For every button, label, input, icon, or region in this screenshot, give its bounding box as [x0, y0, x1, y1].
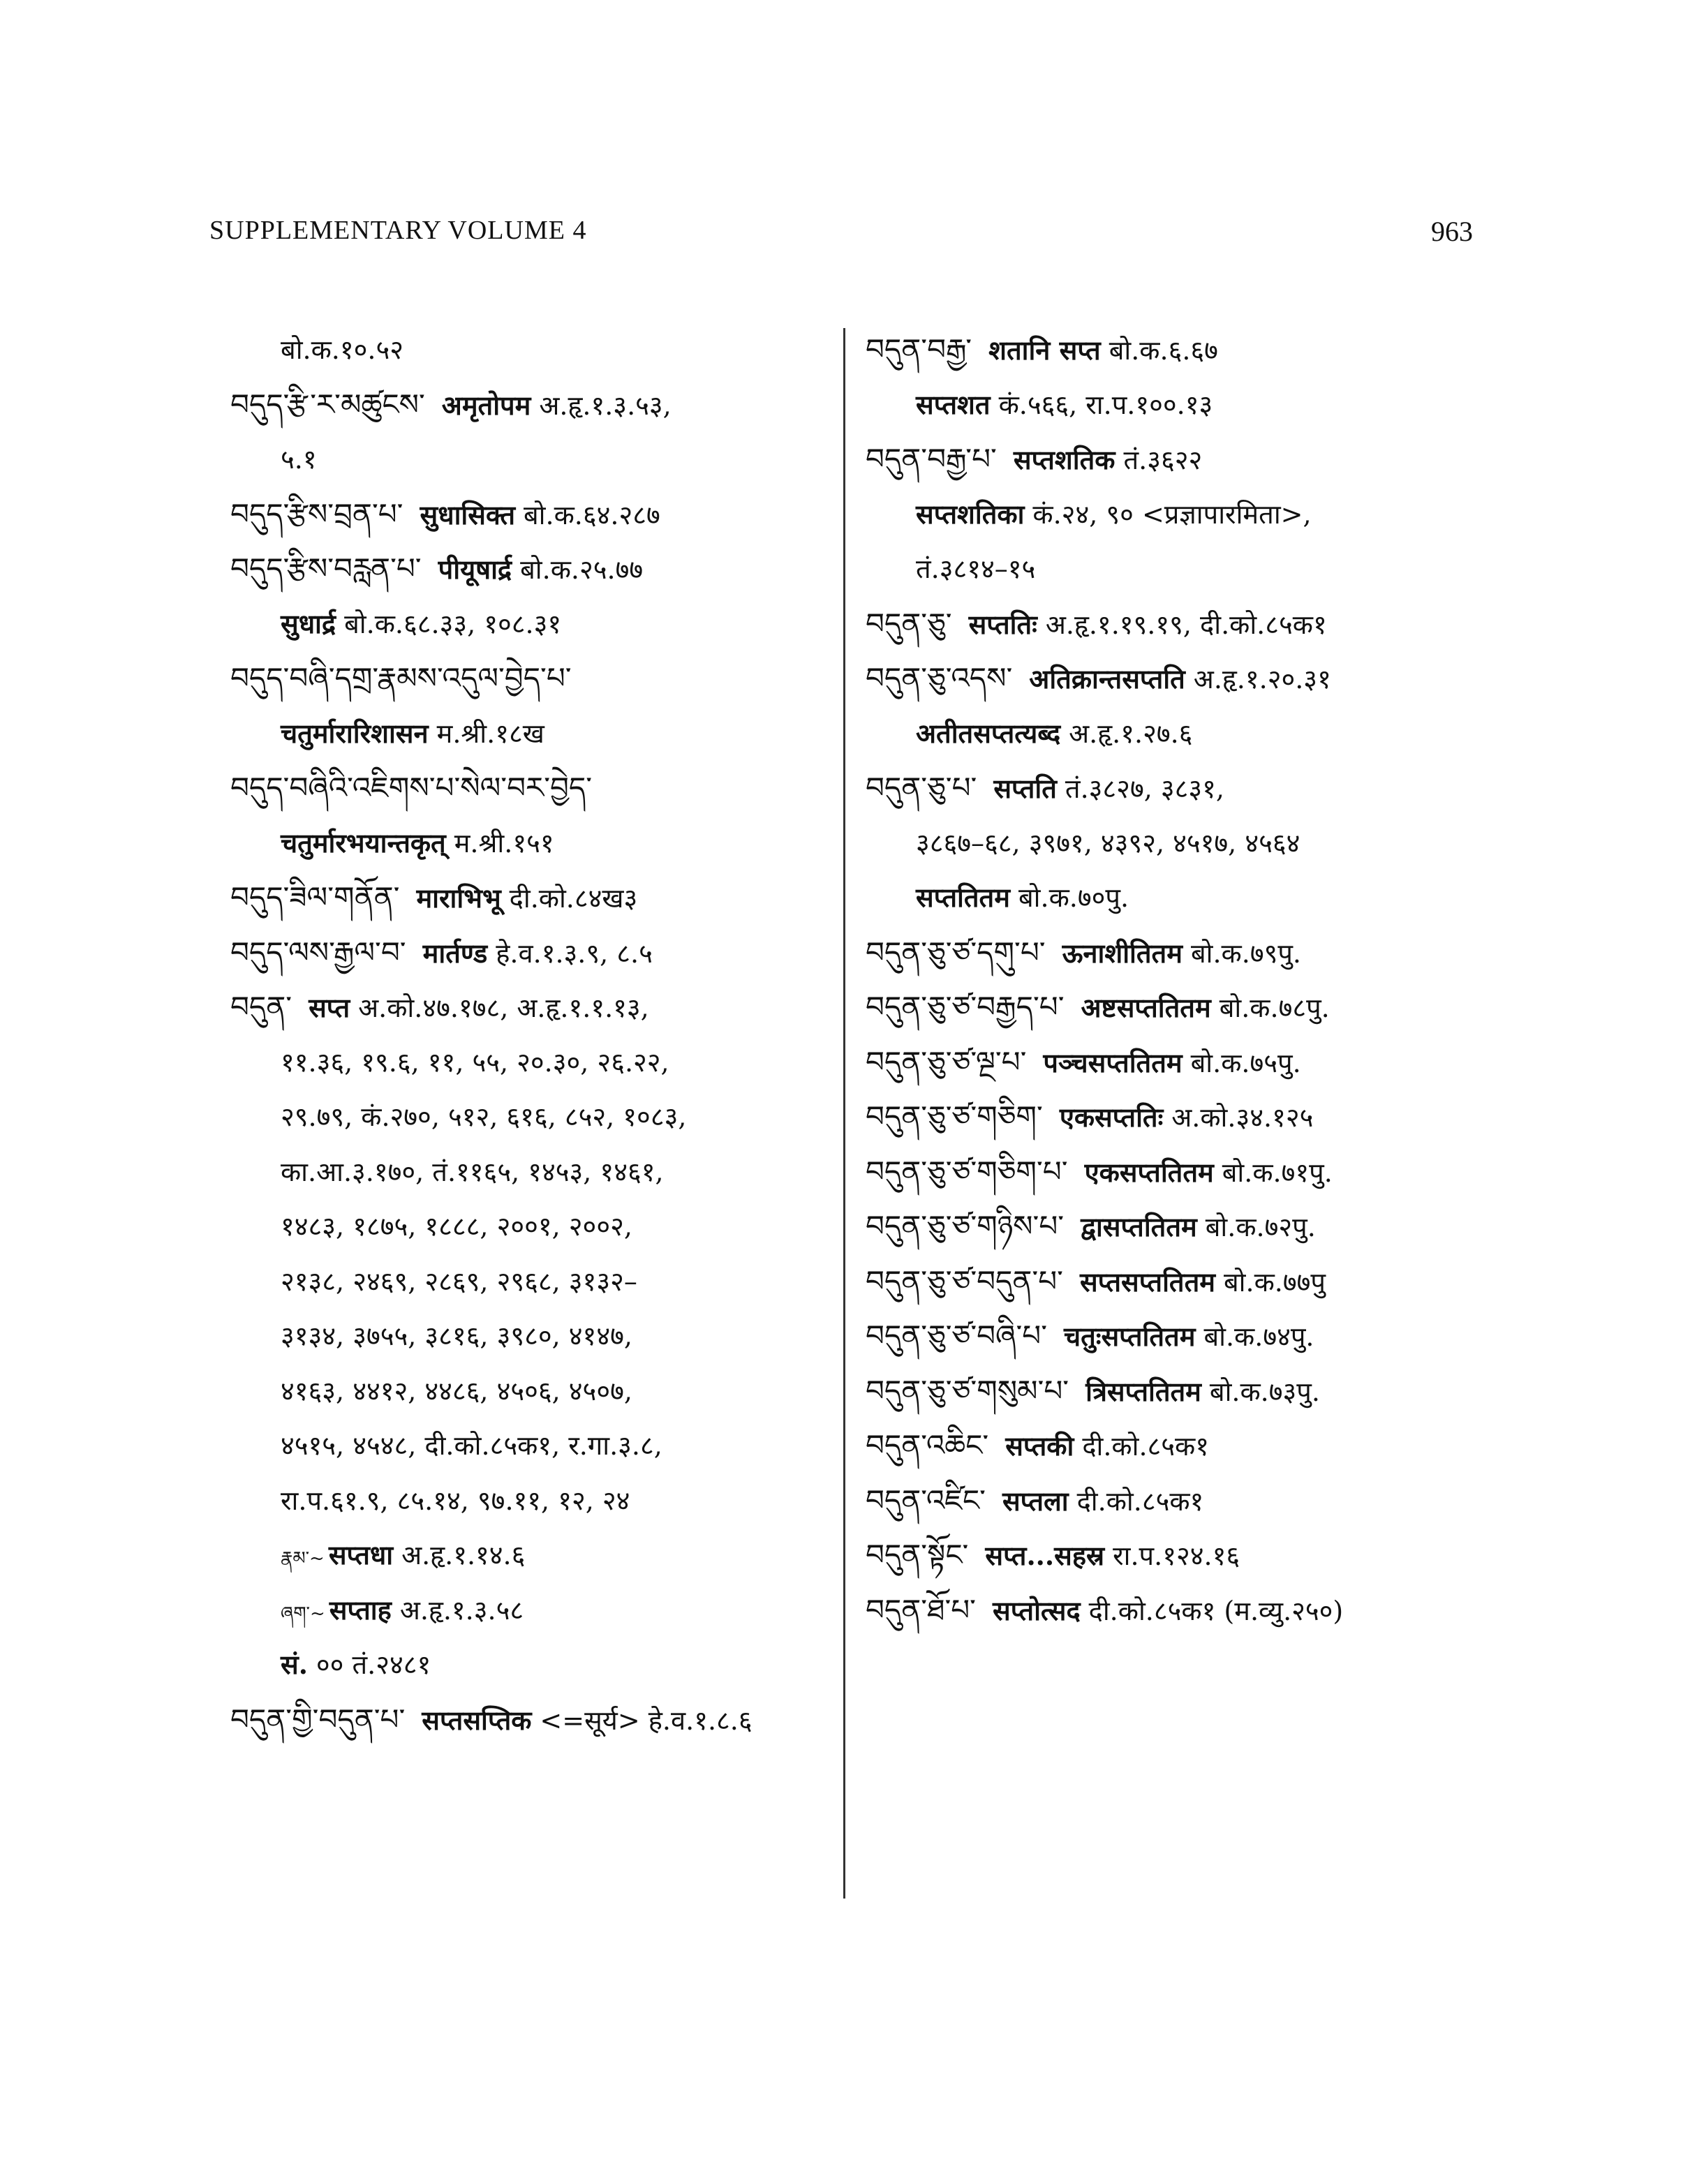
- sanskrit-equivalent: अतीतसप्तत्यब्द: [916, 717, 1061, 749]
- column-divider: [843, 328, 845, 1899]
- entry-headword-line: [230, 378, 831, 433]
- sanskrit-equivalent: एकसप्ततिः: [1059, 1101, 1164, 1133]
- source-reference: म.श्री.१५१: [454, 827, 554, 859]
- sanskrit-equivalent: त्रिसप्ततितम: [1085, 1375, 1201, 1407]
- sanskrit-equivalent: सप्त...सहस्र: [985, 1540, 1105, 1571]
- tibetan-term: བདུན་ཅུ་ཙ་བརྒྱད་པ་: [866, 990, 1065, 1024]
- source-reference: म.श्री.१८ख: [436, 718, 544, 749]
- sanskrit-equivalent: सप्त: [309, 992, 350, 1023]
- entry-headword-line: [230, 980, 831, 1035]
- source-reference: अ.हृ.१.२०.३१: [1193, 664, 1331, 694]
- source-reference: बो.क.७०पु.: [1018, 882, 1129, 913]
- source-reference: तं.३८२७, ३८३१,: [1065, 773, 1224, 804]
- tibetan-term: བདུད་ལས་རྒྱལ་བ་: [230, 935, 406, 970]
- tibetan-term: བདུད་རྩིས་བརླན་པ་: [230, 551, 422, 586]
- sanskrit-equivalent: अतिक्रान्तसप्तति: [1029, 663, 1185, 694]
- source-reference: बो.क.१०.५२: [281, 334, 404, 365]
- source-reference: ११.३६, १९.६, ११, ५५, २०.३०, २६.२२,: [281, 1046, 669, 1078]
- sanskrit-equivalent: एकसप्ततितम: [1084, 1156, 1214, 1188]
- entry-continuation-line: [230, 597, 831, 652]
- tibetan-term: བདུན་ཅུ་ཙ་གཅིག་: [866, 1099, 1043, 1134]
- entry-continuation-line: [230, 1583, 831, 1638]
- source-reference: २९.७९, कं.२७०, ५१२, ६१६, ८५२, १०८३,: [281, 1101, 687, 1132]
- entry-headword-line: [866, 1254, 1487, 1309]
- right-column: [866, 322, 1487, 1637]
- source-reference: अ.हृ.१.३.५३,: [539, 389, 672, 421]
- sanskrit-equivalent: सुधासिक्त: [420, 498, 515, 530]
- entry-headword-line: [230, 487, 831, 542]
- source-reference: बो.क.६८.३३, १०८.३१: [344, 608, 562, 639]
- entry-continuation-line: [866, 706, 1487, 762]
- tibetan-term: བདུན་ཅུ་འདས་: [866, 661, 1013, 695]
- tibetan-term: བདུན་ཅུ་པ་: [866, 771, 977, 805]
- source-reference: बो.क.७१पु.: [1222, 1157, 1333, 1188]
- entry-headword-line: [230, 870, 831, 926]
- sanskrit-equivalent: शतानि सप्त: [988, 334, 1101, 366]
- source-reference: बो.क.७८पु.: [1219, 993, 1330, 1023]
- entry-headword-line: [866, 651, 1487, 706]
- entry-continuation-line: [230, 1528, 831, 1583]
- entry-headword-line: [866, 1528, 1487, 1583]
- entry-headword-line: [866, 322, 1487, 378]
- source-reference: बो.क.७२पु.: [1205, 1212, 1316, 1242]
- tibetan-term: བདུད་རྩི་ར་མཚུངས་: [230, 387, 425, 422]
- source-reference: रा.प.१२४.१६: [1113, 1540, 1240, 1571]
- tibetan-term: བདུན་ཅུ་ཙ་གཅིག་པ་: [866, 1154, 1068, 1189]
- entry-headword-line: [230, 926, 831, 981]
- entry-headword-line: [866, 432, 1487, 487]
- entry-continuation-line: [230, 432, 831, 487]
- source-reference: <=सूर्य> हे.व.१.८.६: [540, 1704, 753, 1736]
- source-reference: दी.को.८५क१: [1076, 1485, 1204, 1517]
- sanskrit-equivalent: सुधार्द्र: [281, 607, 336, 639]
- tibetan-term: བདུན་ཅུ་: [866, 606, 952, 641]
- sanskrit-equivalent: मार्तण्ड: [422, 937, 488, 969]
- tibetan-term: བདུན་ཅུ་ཙ་གསུམ་པ་: [866, 1373, 1069, 1408]
- tibetan-term: བདུད་བཞི་དགྲ་རྣམས་འདུལ་བྱེད་པ་: [230, 661, 572, 695]
- entry-continuation-line: [230, 1418, 831, 1473]
- entry-continuation-line: [230, 1199, 831, 1254]
- source-reference: बो.क.७९पु.: [1190, 937, 1302, 969]
- sanskrit-equivalent: सप्तला: [1002, 1485, 1069, 1517]
- sanskrit-equivalent: सं.: [281, 1649, 308, 1680]
- tibetan-term: བདུན་འཛིང་: [866, 1483, 986, 1517]
- source-reference: बो.क.६४.२८७: [523, 499, 660, 530]
- tibetan-term: བདུན་བརྒྱ་: [866, 332, 972, 366]
- source-reference: २१३८, २४६९, २८६९, २९६८, ३१३२–: [281, 1265, 637, 1297]
- entry-headword-line: [866, 926, 1487, 981]
- sanskrit-equivalent: अमृतोपम: [441, 389, 531, 421]
- entry-headword-line: [866, 1309, 1487, 1364]
- source-reference: दी.को.८५क१ (म.व्यु.२५०): [1088, 1595, 1344, 1626]
- entry-headword-line: [866, 1364, 1487, 1419]
- source-reference: ३८६७–६८, ३९७१, ४३९२, ४५१७, ४५६४: [916, 827, 1300, 859]
- entry-headword-line: [866, 597, 1487, 652]
- source-reference: कं.२४, ९० <प्रज्ञापारमिता>,: [1032, 498, 1312, 530]
- source-reference: अ.हृ.१.१९.१९, दी.को.८५क१: [1045, 609, 1327, 640]
- tibetan-term: བདུད་རྩིས་བྲན་པ་: [230, 496, 403, 531]
- source-reference: तं.३८१४–१५: [916, 554, 1036, 584]
- entry-headword-line: [866, 1145, 1487, 1200]
- sanskrit-equivalent: सप्तशत: [916, 388, 991, 420]
- tibetan-term: བདུན་སྟོང་: [866, 1538, 969, 1572]
- tibetan-term: རྣམ་~: [281, 1548, 325, 1569]
- tibetan-term: ཞག་~: [281, 1603, 325, 1624]
- sanskrit-equivalent: पीयूषार्द्र: [438, 554, 512, 585]
- entry-headword-line: [866, 761, 1487, 816]
- sanskrit-equivalent: सप्तोत्सद: [993, 1594, 1081, 1626]
- entry-headword-line: [230, 542, 831, 597]
- entry-headword-line: [866, 1473, 1487, 1529]
- tibetan-term: བདུན་ཅུ་ཙ་ལྔ་པ་: [866, 1044, 1027, 1079]
- entry-headword-line: [230, 651, 831, 706]
- entry-continuation-line: [230, 706, 831, 762]
- entry-continuation-line: [866, 542, 1487, 597]
- tibetan-term: བདུད་ཟིལ་གནོན་: [230, 880, 400, 914]
- sanskrit-equivalent: सप्तकी: [1005, 1430, 1074, 1462]
- running-header: SUPPLEMENTARY VOLUME 4: [209, 216, 587, 245]
- source-reference: बो.क.२५.७७: [520, 554, 644, 585]
- sanskrit-equivalent: चतुर्मारभयान्तकृत्: [281, 826, 446, 859]
- source-reference: ४५१५, ४५४८, दी.को.८५क१, र.गा.३.८,: [281, 1430, 662, 1461]
- tibetan-term: བདུན་བརྒྱ་པ་: [866, 442, 997, 476]
- tibetan-term: བདུད་བཞིའི་འཇིགས་པ་སེལ་བར་བྱེད་: [230, 771, 593, 805]
- source-reference: रा.प.६१.९, ८५.१४, ९७.११, १२, २४: [281, 1485, 630, 1516]
- sanskrit-equivalent: अष्टसप्ततितम: [1081, 992, 1211, 1023]
- source-reference: तं.३६२२: [1123, 445, 1203, 475]
- tibetan-term: བདུན་ཐོ་པ་: [866, 1592, 977, 1627]
- sanskrit-equivalent: सप्तसप्तिक: [422, 1704, 532, 1736]
- entry-headword-line: [866, 1199, 1487, 1254]
- entry-continuation-line: [230, 1090, 831, 1145]
- entry-continuation-line: [230, 816, 831, 871]
- source-reference: का.आ.३.१७०, तं.११६५, १४५३, १४६१,: [281, 1156, 664, 1187]
- source-reference: बो.क.७३पु.: [1209, 1376, 1320, 1407]
- source-reference: कं.५६६, रा.प.१००.१३: [998, 389, 1213, 420]
- source-reference: ४१६३, ४४१२, ४४८६, ४५०६, ४५०७,: [281, 1375, 632, 1406]
- source-reference: अ.हृ.१.३.५८: [399, 1594, 524, 1626]
- entry-continuation-line: [230, 322, 831, 378]
- entry-headword-line: [230, 761, 831, 816]
- tibetan-term: བདུན་ཅུ་ཙ་གཉིས་པ་: [866, 1209, 1065, 1243]
- entry-headword-line: [866, 1418, 1487, 1473]
- source-reference: ३१३४, ३७५५, ३८१६, ३९८०, ४१४७,: [281, 1321, 632, 1351]
- sanskrit-equivalent: सप्ततितम: [916, 882, 1010, 913]
- sanskrit-equivalent: सप्तति: [993, 773, 1057, 804]
- tibetan-term: བདུན་གྱི་བདུན་པ་: [230, 1702, 406, 1737]
- source-reference: १४८३, १८७५, १८८८, २००१, २००२,: [281, 1211, 632, 1242]
- sanskrit-equivalent: द्वासप्ततितम: [1081, 1211, 1197, 1242]
- tibetan-term: བདུན་: [230, 990, 292, 1024]
- entry-headword-line: [866, 1090, 1487, 1145]
- source-reference: बो.क.७७पु: [1223, 1266, 1326, 1298]
- entry-continuation-line: [230, 1254, 831, 1309]
- tibetan-term: བདུན་ཅུ་ཙ་བཞི་པ་: [866, 1318, 1048, 1353]
- sanskrit-equivalent: माराभिभू: [416, 882, 501, 914]
- left-column: [230, 322, 831, 1747]
- entry-headword-line: [866, 980, 1487, 1035]
- entry-continuation-line: [866, 870, 1487, 926]
- source-reference: अ.को.३४.१२५: [1171, 1102, 1314, 1133]
- sanskrit-equivalent: सप्तशतिका: [916, 498, 1025, 530]
- source-reference: बो.क.७५पु.: [1190, 1047, 1301, 1078]
- source-reference: अ.हृ.१.१४.६: [401, 1540, 526, 1570]
- tibetan-term: བདུན་འཆིང་: [866, 1428, 989, 1462]
- tibetan-term: བདུན་ཅུ་ཙ་བདུན་པ་: [866, 1263, 1063, 1298]
- entry-continuation-line: [230, 1364, 831, 1419]
- sanskrit-equivalent: चतुःसप्ततितम: [1064, 1321, 1196, 1352]
- source-reference: हे.व.१.३.९, ८.५: [496, 937, 653, 969]
- entry-continuation-line: [866, 378, 1487, 433]
- sanskrit-equivalent: सप्तशतिक: [1013, 444, 1115, 475]
- source-reference: अ.हृ.१.२७.६: [1069, 718, 1193, 749]
- entry-continuation-line: [230, 1309, 831, 1364]
- source-reference: बो.क.६.६७: [1109, 335, 1218, 366]
- sanskrit-equivalent: चतुर्मारारिशासन: [281, 717, 429, 749]
- sanskrit-equivalent: सप्ततिः: [968, 608, 1037, 640]
- source-reference: दी.को.८५क१: [1082, 1431, 1209, 1462]
- sanskrit-equivalent: ऊनाशीतितम: [1062, 937, 1183, 969]
- source-reference: ५.१: [281, 444, 317, 475]
- entry-continuation-line: [866, 487, 1487, 542]
- entry-continuation-line: [230, 1035, 831, 1090]
- sanskrit-equivalent: पञ्चसप्ततितम: [1043, 1046, 1183, 1078]
- entry-headword-line: [866, 1583, 1487, 1638]
- entry-continuation-line: [866, 816, 1487, 871]
- sanskrit-equivalent: सप्तधा: [328, 1539, 394, 1570]
- tibetan-term: བདུན་ཅུ་ཙ་དགུ་པ་: [866, 935, 1046, 970]
- source-reference: दी.को.८४ख३: [509, 883, 638, 914]
- page-number: 963: [1431, 216, 1473, 247]
- source-reference: ०० तं.२४८१: [316, 1649, 431, 1680]
- entry-headword-line: [230, 1693, 831, 1748]
- source-reference: बो.क.७४पु.: [1203, 1321, 1314, 1352]
- entry-headword-line: [866, 1035, 1487, 1090]
- entry-continuation-line: [230, 1145, 831, 1200]
- entry-continuation-line: [230, 1637, 831, 1693]
- entry-continuation-line: [230, 1473, 831, 1529]
- source-reference: अ.को.४७.१७८, अ.हृ.१.१.१३,: [358, 993, 649, 1023]
- sanskrit-equivalent: सप्तसप्ततितम: [1079, 1265, 1215, 1298]
- sanskrit-equivalent: सप्ताह: [329, 1594, 392, 1626]
